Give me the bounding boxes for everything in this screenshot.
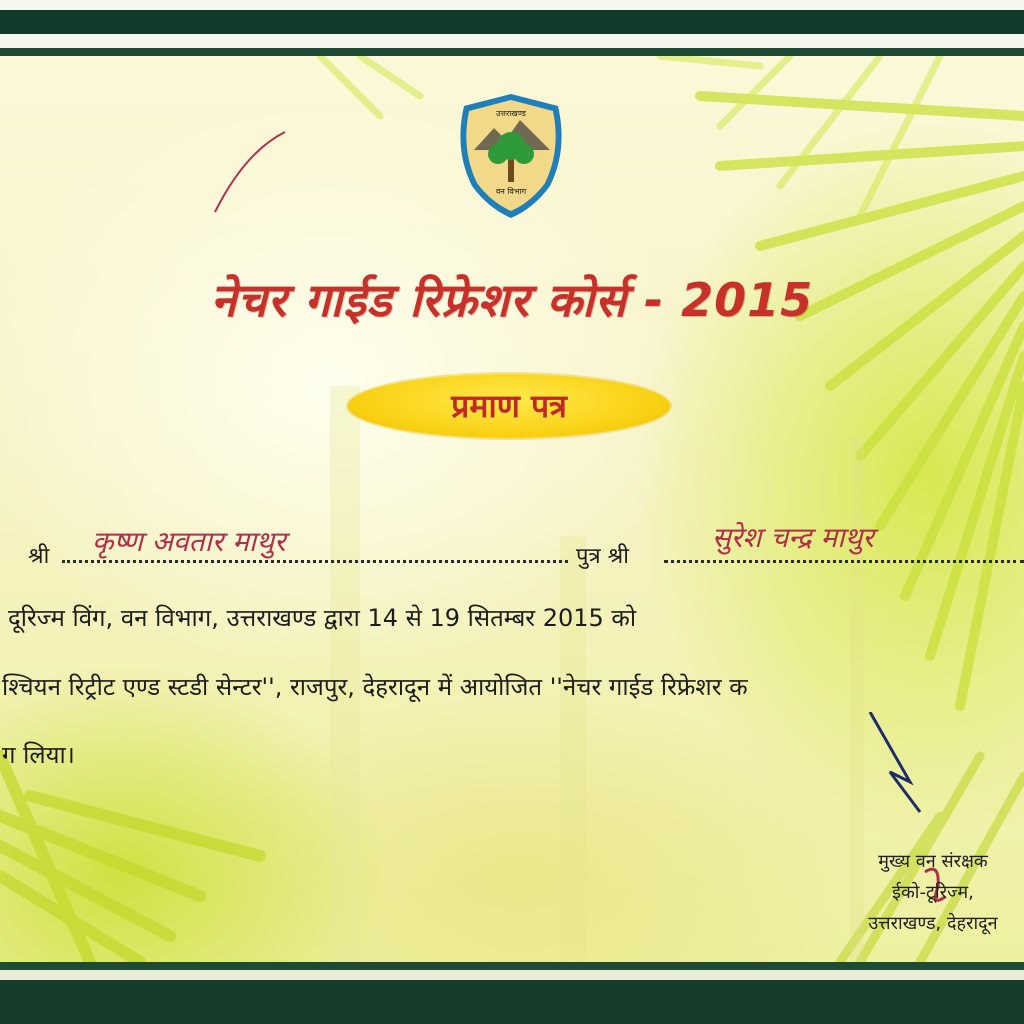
signatory-block bbox=[842, 846, 1024, 939]
frame-bottom-border bbox=[0, 980, 1024, 1024]
signatory-title: मुख्य वन संरक्षक bbox=[878, 851, 988, 872]
certificate-panel bbox=[0, 56, 1024, 962]
putra-label: पुत्र श्री bbox=[576, 544, 629, 569]
certificate-body-line-1: दूरिज्म विंग, वन विभाग, उत्तराखण्ड द्वारा 14 से 19 सितम्बर 2015 को bbox=[8, 604, 637, 632]
shri-label: श्री bbox=[28, 544, 50, 569]
certificate-body-line-3: ग लिया। bbox=[2, 741, 75, 769]
recipient-name-line bbox=[62, 560, 568, 563]
father-name: सुरेश चन्द्र माथुर bbox=[712, 521, 874, 554]
forest-department-emblem bbox=[450, 90, 572, 222]
emblem-top-text: उत्तराखण्ड bbox=[496, 109, 526, 118]
pen-stroke-mark bbox=[205, 122, 305, 222]
frame-top-inner-border bbox=[0, 48, 1024, 56]
frame-top-border bbox=[0, 10, 1024, 34]
recipient-name: कृष्ण अवतार माथुर bbox=[92, 525, 286, 558]
emblem-bottom-text: वन विभाग bbox=[495, 187, 527, 196]
certificate-badge bbox=[348, 374, 670, 438]
frame-bottom-band bbox=[0, 970, 1024, 980]
signatory-location: उत्तराखण्ड, देहरादून bbox=[868, 913, 998, 934]
signatory-department: ईको-टूरिज्म, bbox=[892, 882, 974, 903]
certificate-title: नेचर गाईड रिफ्रेशर कोर्स - 2015 bbox=[210, 273, 814, 327]
certificate-body-line-2: श्चियन रिट्रीट एण्ड स्टडी सेन्टर'', राजपुर, देहरादून में आयोजित ''नेचर गाईड रिफ्रेशर क bbox=[2, 673, 748, 701]
badge-label: प्रमाण पत्र bbox=[451, 387, 567, 425]
frame-bottom-inner-border bbox=[0, 962, 1024, 970]
father-name-line bbox=[664, 560, 1024, 563]
